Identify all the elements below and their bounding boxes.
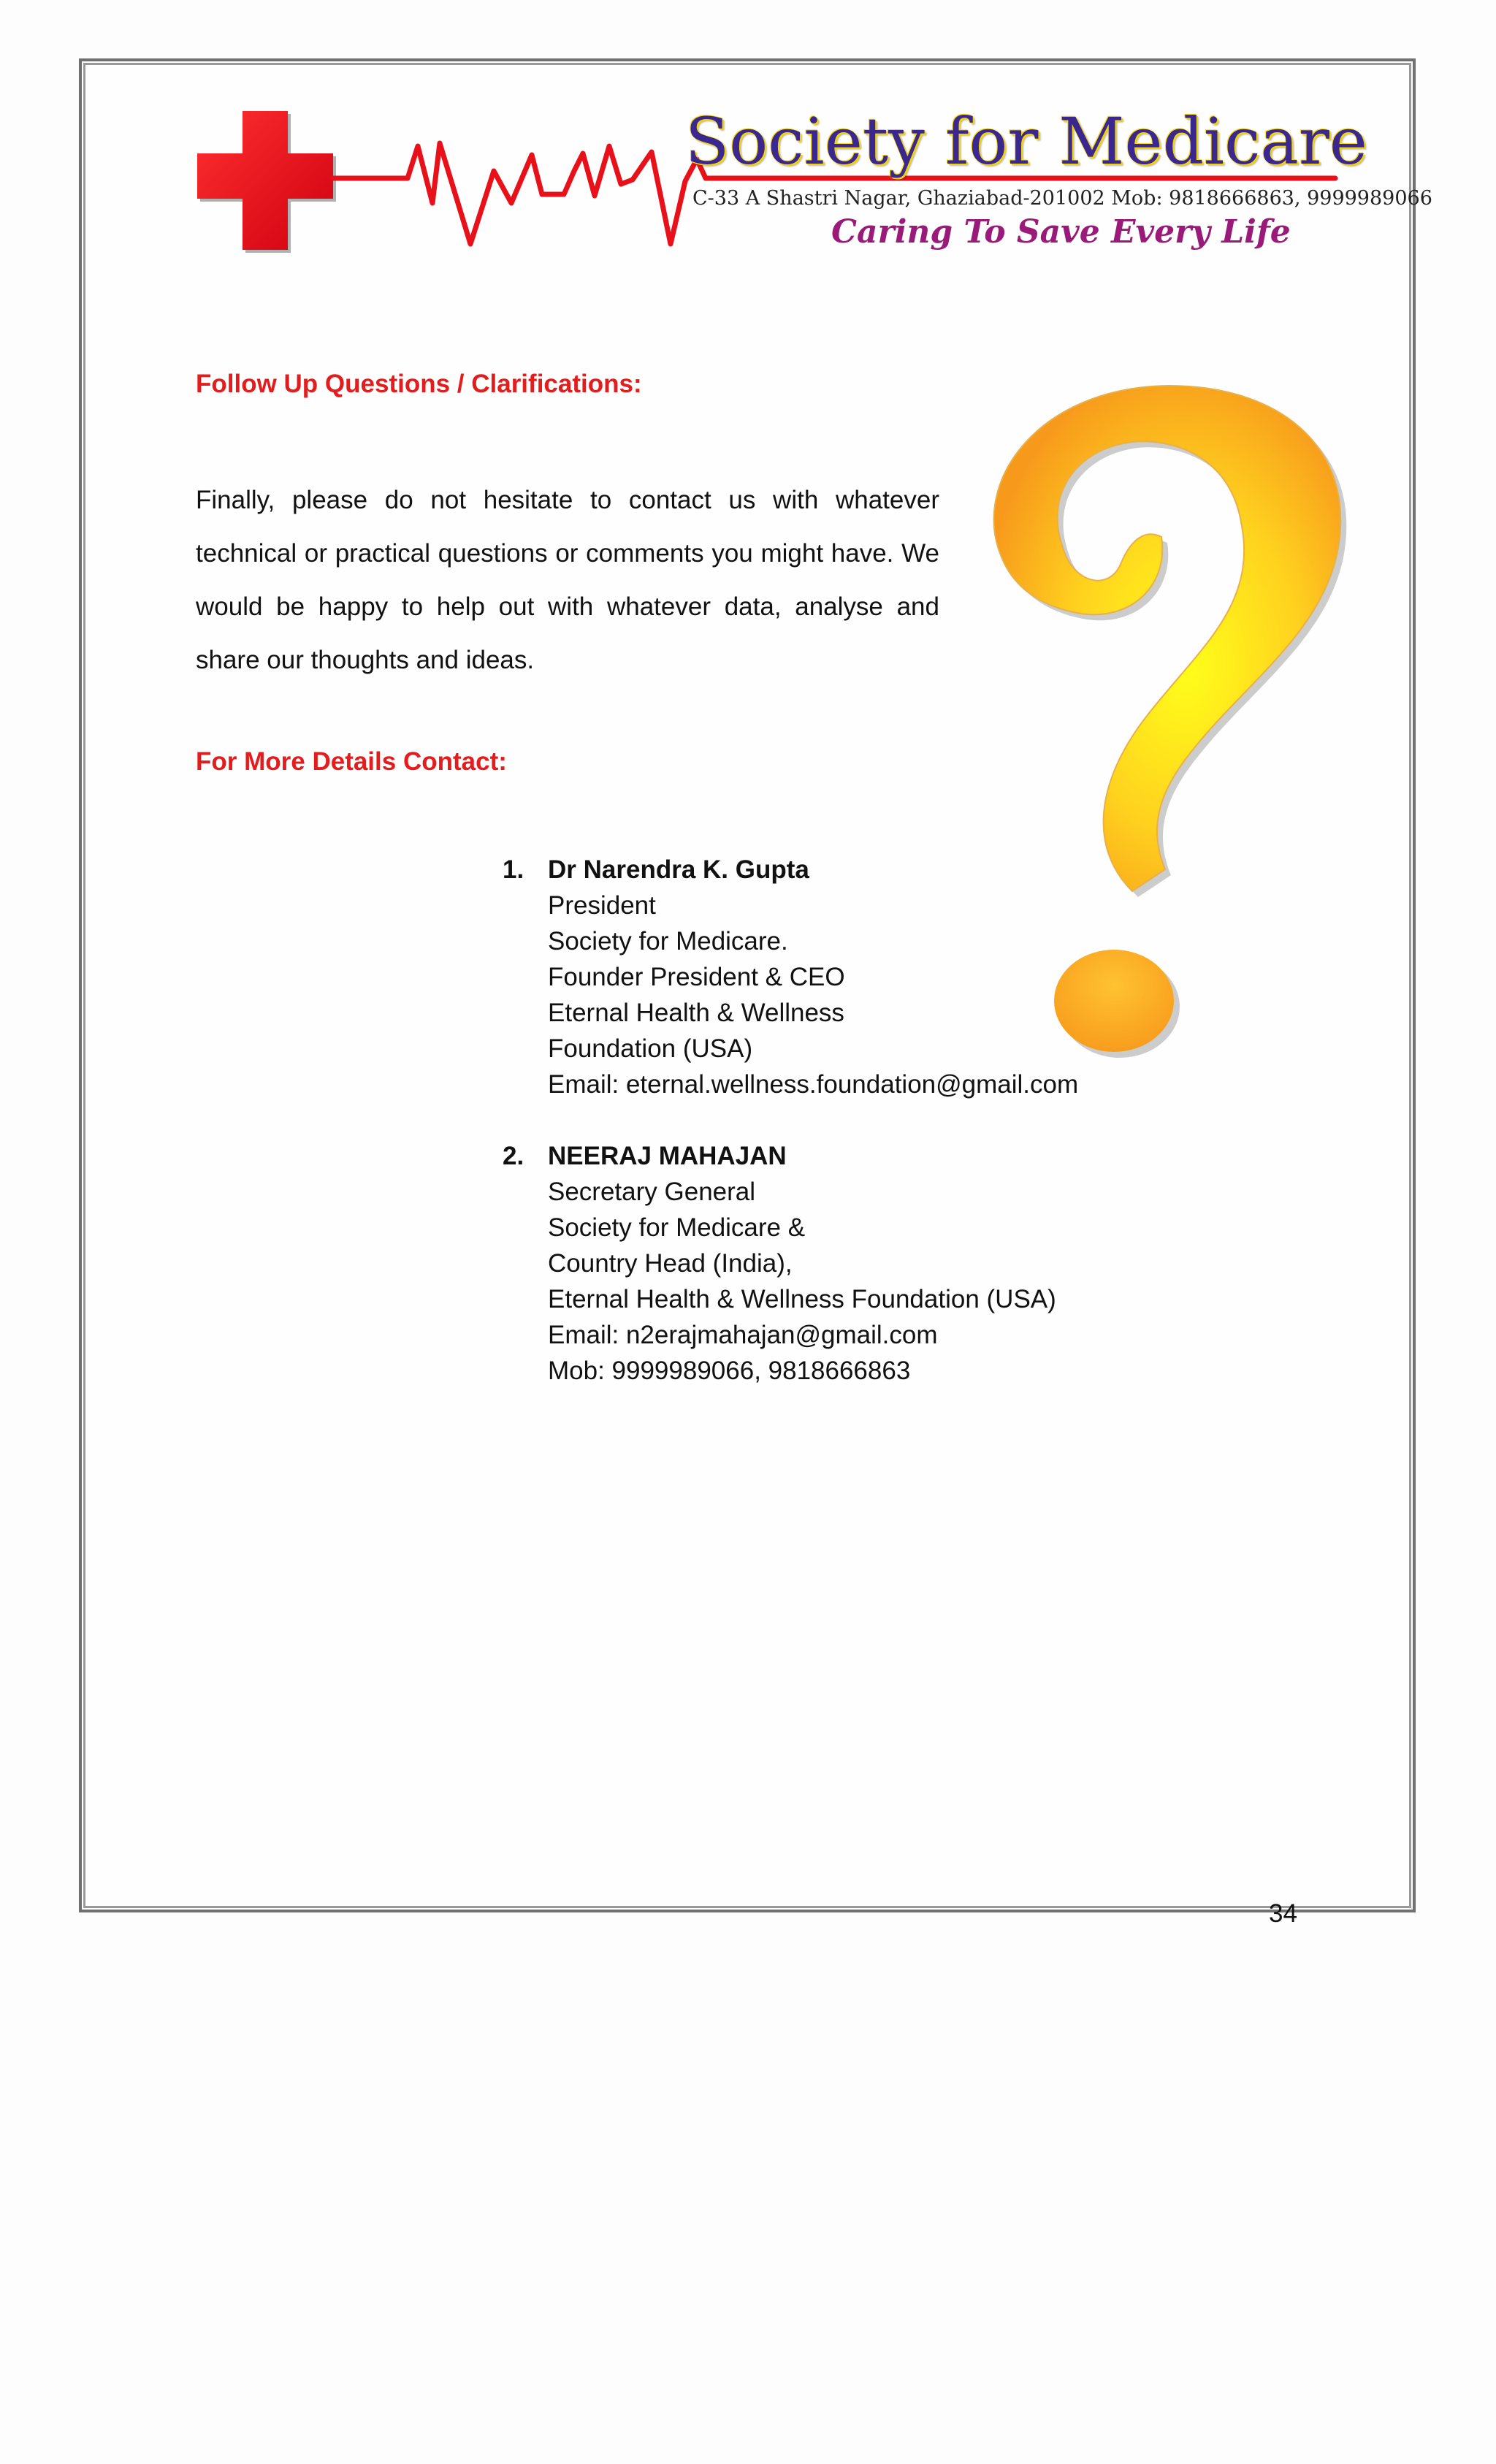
- contact-list: [503, 852, 1078, 1389]
- contact-heading: For More Details Contact:: [196, 747, 507, 776]
- contact-line: Eternal Health & Wellness: [548, 999, 844, 1027]
- organization-address: C-33 A Shastri Nagar, Ghaziabad-201002 Mob: 9818666863, 9999989066: [692, 187, 1432, 210]
- contact-item: [503, 1138, 1078, 1389]
- organization-tagline: Caring To Save Every Life: [831, 213, 1291, 251]
- follow-up-paragraph: Finally, please do not hesitate to contact us with whatever technical or practical questions or comments you might have. We would be happy to help out with whatever data, analyse and share our thoughts and ideas.: [196, 486, 939, 674]
- letterhead: [194, 104, 1432, 262]
- contact-name: Dr Narendra K. Gupta: [548, 855, 809, 884]
- contact-line: Society for Medicare &: [548, 1213, 806, 1242]
- contact-line: Founder President & CEO: [548, 963, 845, 991]
- contact-email: Email: n2erajmahajan@gmail.com: [548, 1321, 938, 1349]
- contact-title: President: [548, 891, 656, 920]
- contact-number: 1.: [503, 855, 524, 884]
- contact-phone: Mob: 9999989066, 9818666863: [548, 1357, 911, 1385]
- contact-line: Society for Medicare.: [548, 927, 788, 956]
- contact-line: Eternal Health & Wellness Foundation (USA): [548, 1285, 1056, 1313]
- contact-name: NEERAJ MAHAJAN: [548, 1142, 787, 1170]
- organization-name: Society for Medicare: [685, 104, 1367, 179]
- contact-line: Foundation (USA): [548, 1034, 753, 1063]
- contact-item: [503, 852, 1078, 1102]
- page-number: 34: [1269, 1899, 1297, 1928]
- contact-line: Country Head (India),: [548, 1249, 793, 1278]
- contact-email: Email: eternal.wellness.foundation@gmail.com: [548, 1070, 1079, 1099]
- follow-up-heading: Follow Up Questions / Clarifications:: [196, 370, 642, 398]
- contact-number: 2.: [503, 1142, 524, 1170]
- contact-title: Secretary General: [548, 1178, 756, 1206]
